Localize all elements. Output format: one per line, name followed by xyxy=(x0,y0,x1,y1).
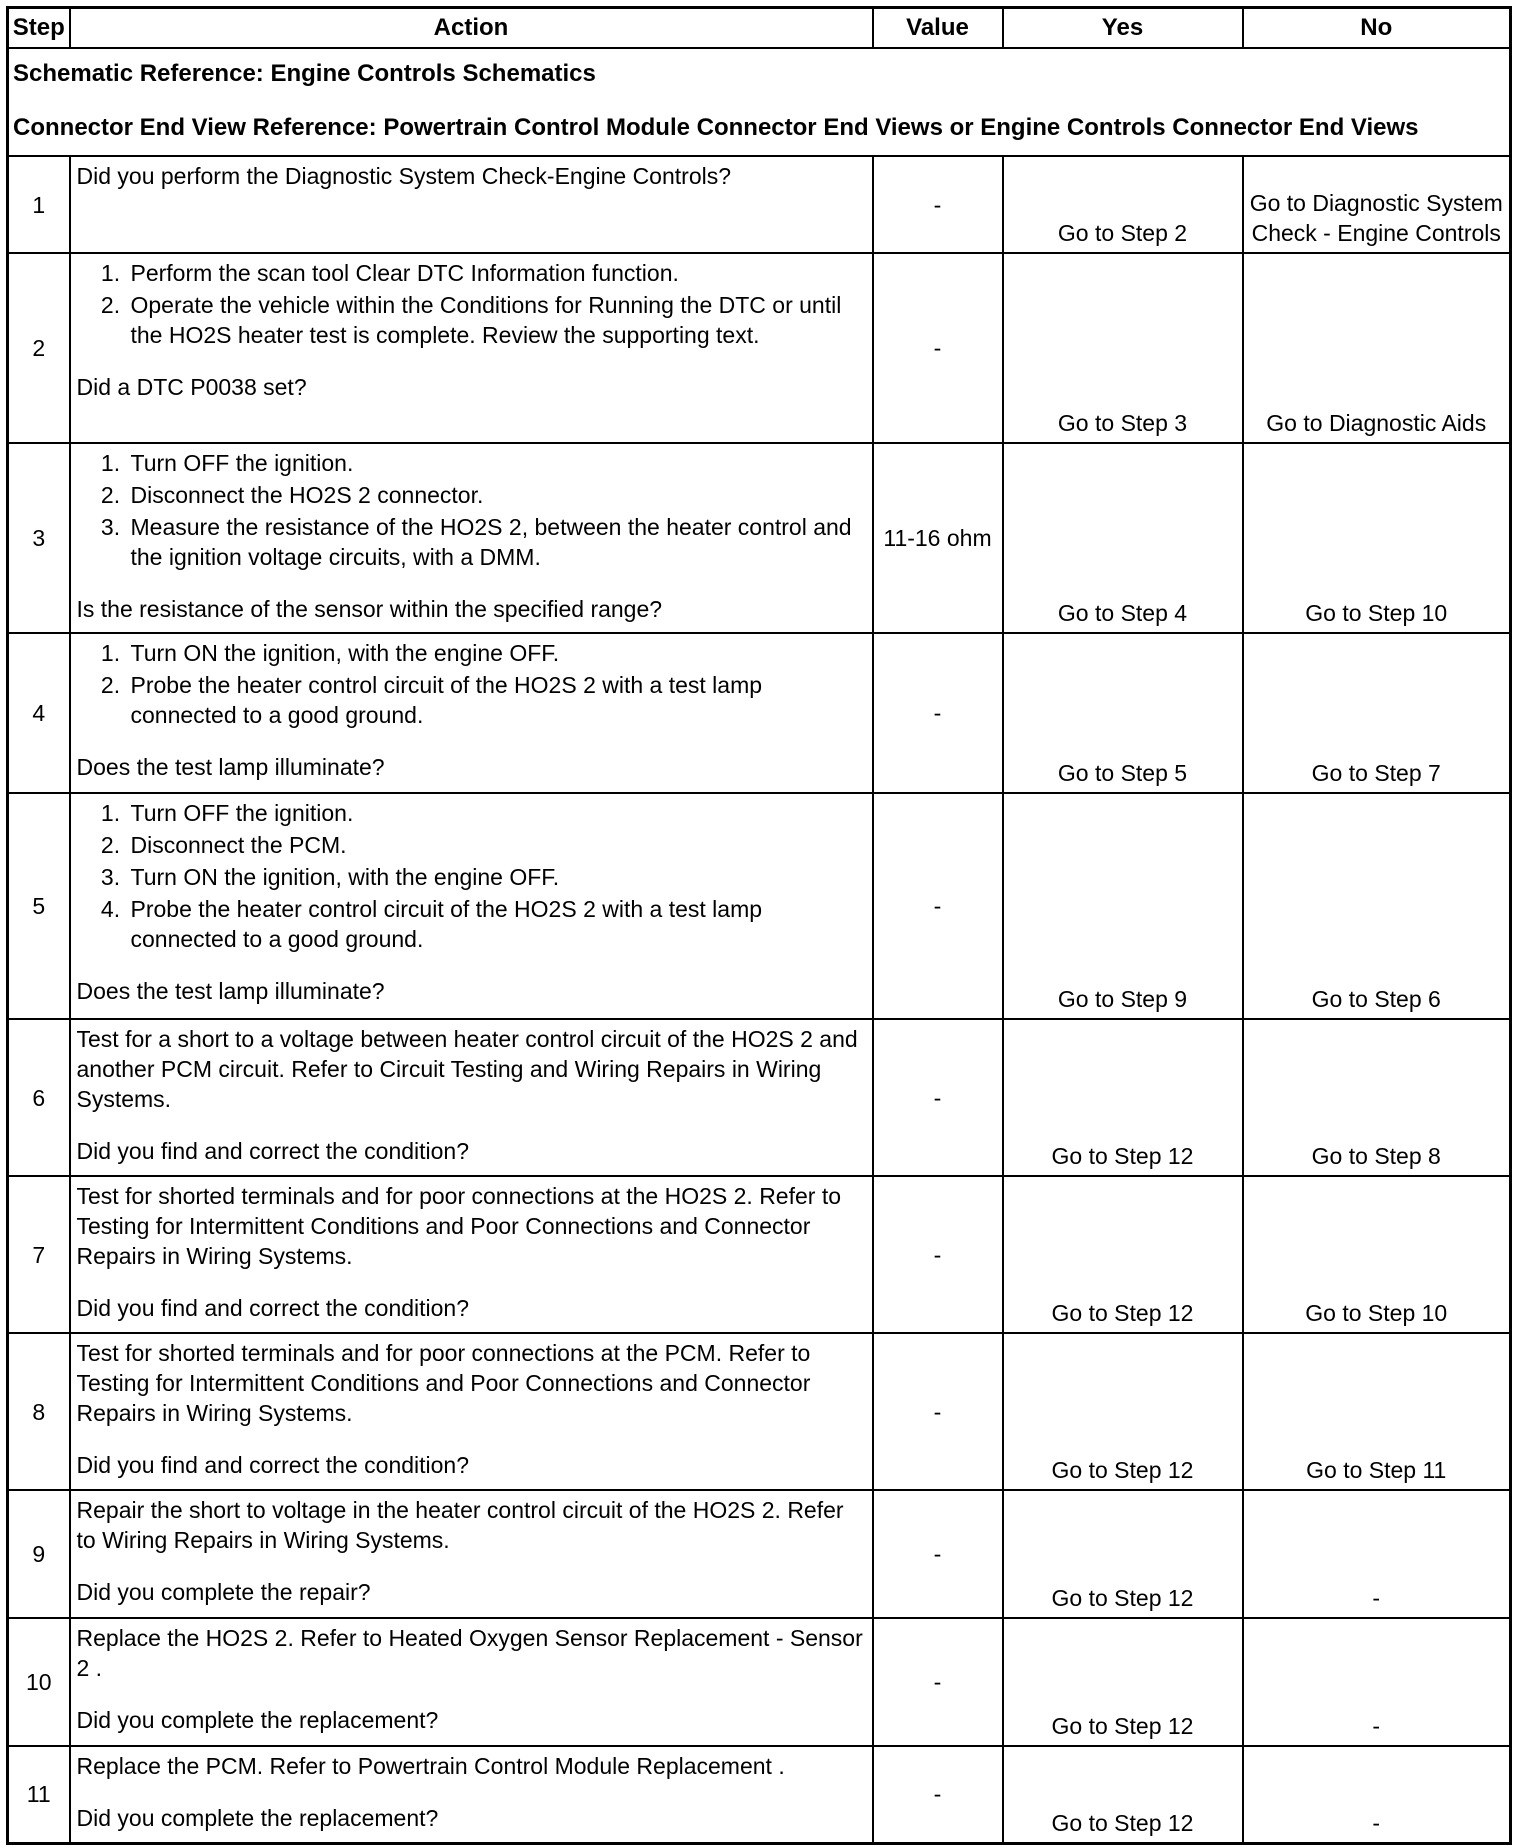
action-question: Did you complete the replacement? xyxy=(76,1805,439,1831)
no-cell: Go to Diagnostic Aids xyxy=(1243,253,1511,443)
no-cell: - xyxy=(1243,1490,1511,1618)
step-number: 9 xyxy=(8,1490,70,1618)
action-text: Test for shorted terminals and for poor connections at the PCM. Refer to Testing for Intermittent Conditions and Poor Connections and Connector Repairs in Wiring Systems. xyxy=(76,1340,811,1426)
action-question: Did you find and correct the condition? xyxy=(76,1138,470,1164)
step-number: 7 xyxy=(8,1176,70,1333)
diagnostic-table-container xyxy=(6,6,1509,1845)
action-question: Did you complete the replacement? xyxy=(76,1707,439,1733)
action-text: Replace the PCM. Refer to Powertrain Control Module Replacement . xyxy=(76,1753,785,1779)
step-number: 5 xyxy=(8,793,70,1019)
table-body xyxy=(8,48,1511,1843)
action-steps-list xyxy=(77,448,866,572)
action-cell xyxy=(70,1333,873,1490)
no-cell: - xyxy=(1243,1618,1511,1746)
action-step-item: 3. Turn ON the ignition, with the engine OFF. xyxy=(127,862,866,892)
table-row xyxy=(8,1176,1511,1333)
value-cell: - xyxy=(873,1618,1003,1746)
no-cell: Go to Step 10 xyxy=(1243,1176,1511,1333)
value-cell: 11-16 ohm xyxy=(873,443,1003,633)
value-cell: - xyxy=(873,253,1003,443)
step-number: 6 xyxy=(8,1019,70,1176)
yes-cell: Go to Step 3 xyxy=(1003,253,1243,443)
header-no: No xyxy=(1243,8,1511,49)
schematic-reference: Schematic Reference: Engine Controls Schematics xyxy=(13,60,596,87)
yes-cell: Go to Step 4 xyxy=(1003,443,1243,633)
step-number: 2 xyxy=(8,253,70,443)
value-cell: - xyxy=(873,633,1003,793)
reference-cell xyxy=(8,48,1511,156)
action-question: Is the resistance of the sensor within the specified range? xyxy=(76,596,663,622)
action-step-item: 2. Operate the vehicle within the Conditions for Running the DTC or until the HO2S heater test is complete. Review the supporting text. xyxy=(127,290,866,350)
connector-reference: Connector End View Reference: Powertrain Control Module Connector End Views or Engine Controls Connector End Views xyxy=(13,114,1419,141)
value-cell: - xyxy=(873,1333,1003,1490)
step-number: 8 xyxy=(8,1333,70,1490)
yes-cell: Go to Step 12 xyxy=(1003,1176,1243,1333)
action-step-item: 2. Disconnect the HO2S 2 connector. xyxy=(127,480,866,510)
action-question: Did you complete the repair? xyxy=(76,1579,371,1605)
action-cell xyxy=(70,156,873,253)
no-cell: Go to Step 8 xyxy=(1243,1019,1511,1176)
no-cell: Go to Step 6 xyxy=(1243,793,1511,1019)
table-row xyxy=(8,253,1511,443)
action-cell xyxy=(70,1176,873,1333)
step-number: 10 xyxy=(8,1618,70,1746)
no-cell: Go to Step 11 xyxy=(1243,1333,1511,1490)
step-number: 3 xyxy=(8,443,70,633)
no-cell: - xyxy=(1243,1746,1511,1843)
action-step-item: 1. Turn OFF the ignition. xyxy=(127,798,866,828)
action-question: Did a DTC P0038 set? xyxy=(76,374,307,400)
value-cell: - xyxy=(873,1019,1003,1176)
value-cell: - xyxy=(873,156,1003,253)
action-cell xyxy=(70,443,873,633)
action-step-item: 1. Turn ON the ignition, with the engine OFF. xyxy=(127,638,866,668)
action-step-item: 1. Turn OFF the ignition. xyxy=(127,448,866,478)
action-cell xyxy=(70,633,873,793)
action-steps-list xyxy=(77,798,866,954)
yes-cell: Go to Step 12 xyxy=(1003,1333,1243,1490)
action-question: Does the test lamp illuminate? xyxy=(76,754,385,780)
action-text: Repair the short to voltage in the heater control circuit of the HO2S 2. Refer to Wiring Repairs in Wiring Systems. xyxy=(76,1497,844,1553)
action-question: Does the test lamp illuminate? xyxy=(76,978,385,1004)
action-question: Did you perform the Diagnostic System Check-Engine Controls? xyxy=(76,163,732,189)
action-question: Did you find and correct the condition? xyxy=(76,1295,470,1321)
yes-cell: Go to Step 12 xyxy=(1003,1019,1243,1176)
action-cell xyxy=(70,793,873,1019)
action-text: Replace the HO2S 2. Refer to Heated Oxygen Sensor Replacement - Sensor 2 . xyxy=(76,1625,863,1681)
action-step-item: 3. Measure the resistance of the HO2S 2, between the heater control and the ignition voltage circuits, with a DMM. xyxy=(127,512,866,572)
action-step-item: 1. Perform the scan tool Clear DTC Information function. xyxy=(127,258,866,288)
action-cell xyxy=(70,1746,873,1843)
action-cell xyxy=(70,1490,873,1618)
header-action: Action xyxy=(70,8,873,49)
action-step-item: 2. Probe the heater control circuit of the HO2S 2 with a test lamp connected to a good ground. xyxy=(127,670,866,730)
yes-cell: Go to Step 5 xyxy=(1003,633,1243,793)
table-row xyxy=(8,443,1511,633)
table-row xyxy=(8,1490,1511,1618)
value-cell: - xyxy=(873,1490,1003,1618)
table-row xyxy=(8,1746,1511,1843)
action-step-item: 2. Disconnect the PCM. xyxy=(127,830,866,860)
step-number: 1 xyxy=(8,156,70,253)
action-steps-list xyxy=(77,258,866,350)
step-number: 4 xyxy=(8,633,70,793)
no-cell: Go to Step 10 xyxy=(1243,443,1511,633)
value-cell: - xyxy=(873,1746,1003,1843)
table-row xyxy=(8,1019,1511,1176)
diagnostic-table xyxy=(6,6,1512,1845)
table-row xyxy=(8,1618,1511,1746)
table-row xyxy=(8,1333,1511,1490)
header-value: Value xyxy=(873,8,1003,49)
table-row xyxy=(8,793,1511,1019)
value-cell: - xyxy=(873,1176,1003,1333)
yes-cell: Go to Step 2 xyxy=(1003,156,1243,253)
table-row xyxy=(8,156,1511,253)
no-cell: Go to Step 7 xyxy=(1243,633,1511,793)
action-cell xyxy=(70,1618,873,1746)
header-step: Step xyxy=(8,8,70,49)
header-yes: Yes xyxy=(1003,8,1243,49)
value-cell: - xyxy=(873,793,1003,1019)
reference-row xyxy=(8,48,1511,156)
header-row xyxy=(8,8,1511,49)
step-number: 11 xyxy=(8,1746,70,1843)
action-question: Did you find and correct the condition? xyxy=(76,1452,470,1478)
yes-cell: Go to Step 12 xyxy=(1003,1490,1243,1618)
yes-cell: Go to Step 12 xyxy=(1003,1618,1243,1746)
table-row xyxy=(8,633,1511,793)
yes-cell: Go to Step 12 xyxy=(1003,1746,1243,1843)
action-step-item: 4. Probe the heater control circuit of the HO2S 2 with a test lamp connected to a good ground. xyxy=(127,894,866,954)
action-cell xyxy=(70,253,873,443)
action-text: Test for a short to a voltage between heater control circuit of the HO2S 2 and another PCM circuit. Refer to Circuit Testing and Wiring Repairs in Wiring Systems. xyxy=(76,1026,858,1112)
action-steps-list xyxy=(77,638,866,730)
action-cell xyxy=(70,1019,873,1176)
yes-cell: Go to Step 9 xyxy=(1003,793,1243,1019)
no-cell: Go to Diagnostic System Check - Engine Controls xyxy=(1243,156,1511,253)
action-text: Test for shorted terminals and for poor connections at the HO2S 2. Refer to Testing for Intermittent Conditions and Poor Connections and Connector Repairs in Wiring Systems. xyxy=(76,1183,842,1269)
